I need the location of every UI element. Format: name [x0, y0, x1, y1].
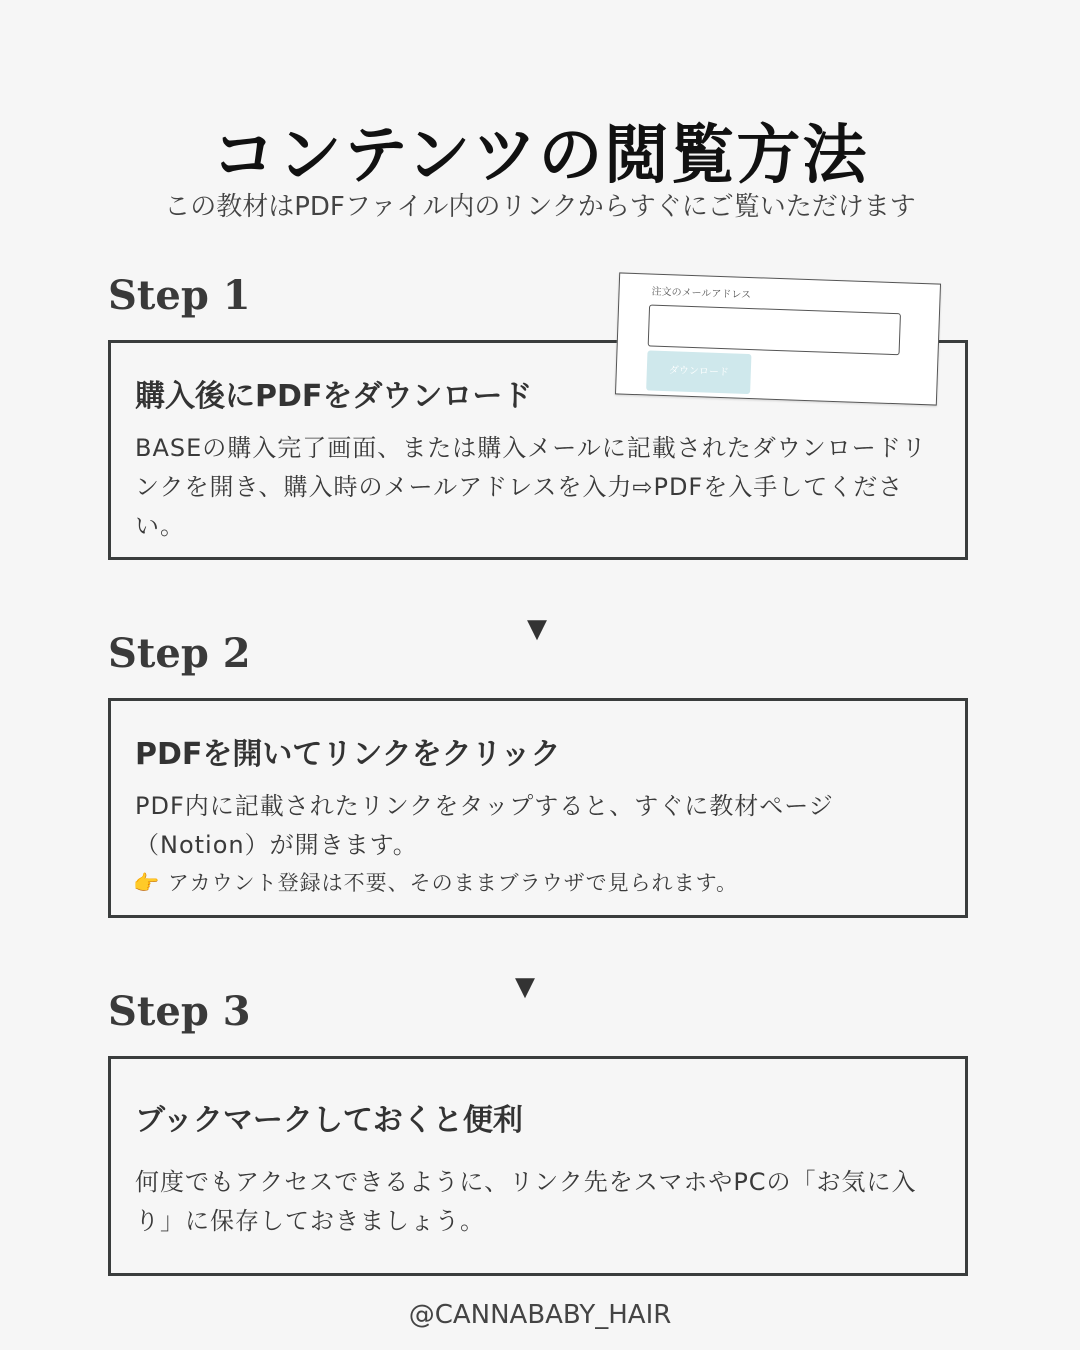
step-3-body: 何度でもアクセスできるように、リンク先をスマホやPCの「お気に入り」に保存しておきましょう。 [135, 1168, 917, 1235]
down-arrow-icon: ▼ [527, 614, 547, 644]
step-1-title: 購入後にPDFをダウンロード [135, 379, 533, 414]
step-2-card [108, 698, 968, 918]
step-1-label: Step 1 [108, 272, 251, 319]
step-2-note-text: アカウント登録は不要、そのままブラウザで見られます。 [167, 871, 738, 895]
pointing-hand-icon: 👉 [133, 871, 161, 895]
footer-handle: @CANNABABY_HAIR [408, 1300, 672, 1330]
page-subtitle: この教材はPDFファイル内のリンクからすぐにご覧いただけます [164, 192, 916, 222]
email-field [648, 304, 901, 355]
step-2-body: PDF内に記載されたリンクをタップすると、すぐに教材ページ（Notion）が開きます。 [135, 792, 834, 859]
step-1-body: BASEの購入完了画面、または購入メールに記載されたダウンロードリンクを開き、購入時のメールアドレスを入力⇨PDFを入手してください。 [135, 434, 927, 540]
step-3-title: ブックマークしておくと便利 [135, 1103, 523, 1138]
step-2-title: PDFを開いてリンクをクリック [135, 737, 561, 772]
step-2-note [133, 867, 738, 897]
step-3-card [108, 1056, 968, 1276]
download-form-screenshot [615, 272, 941, 405]
step-3-label: Step 3 [108, 988, 251, 1035]
email-field-label: 注文のメールアドレス [651, 286, 752, 302]
download-button: ダウンロード [646, 350, 751, 394]
page-title: コンテンツの閲覧方法 [211, 119, 869, 193]
step-2-label: Step 2 [108, 630, 251, 677]
down-arrow-icon: ▼ [515, 972, 535, 1002]
